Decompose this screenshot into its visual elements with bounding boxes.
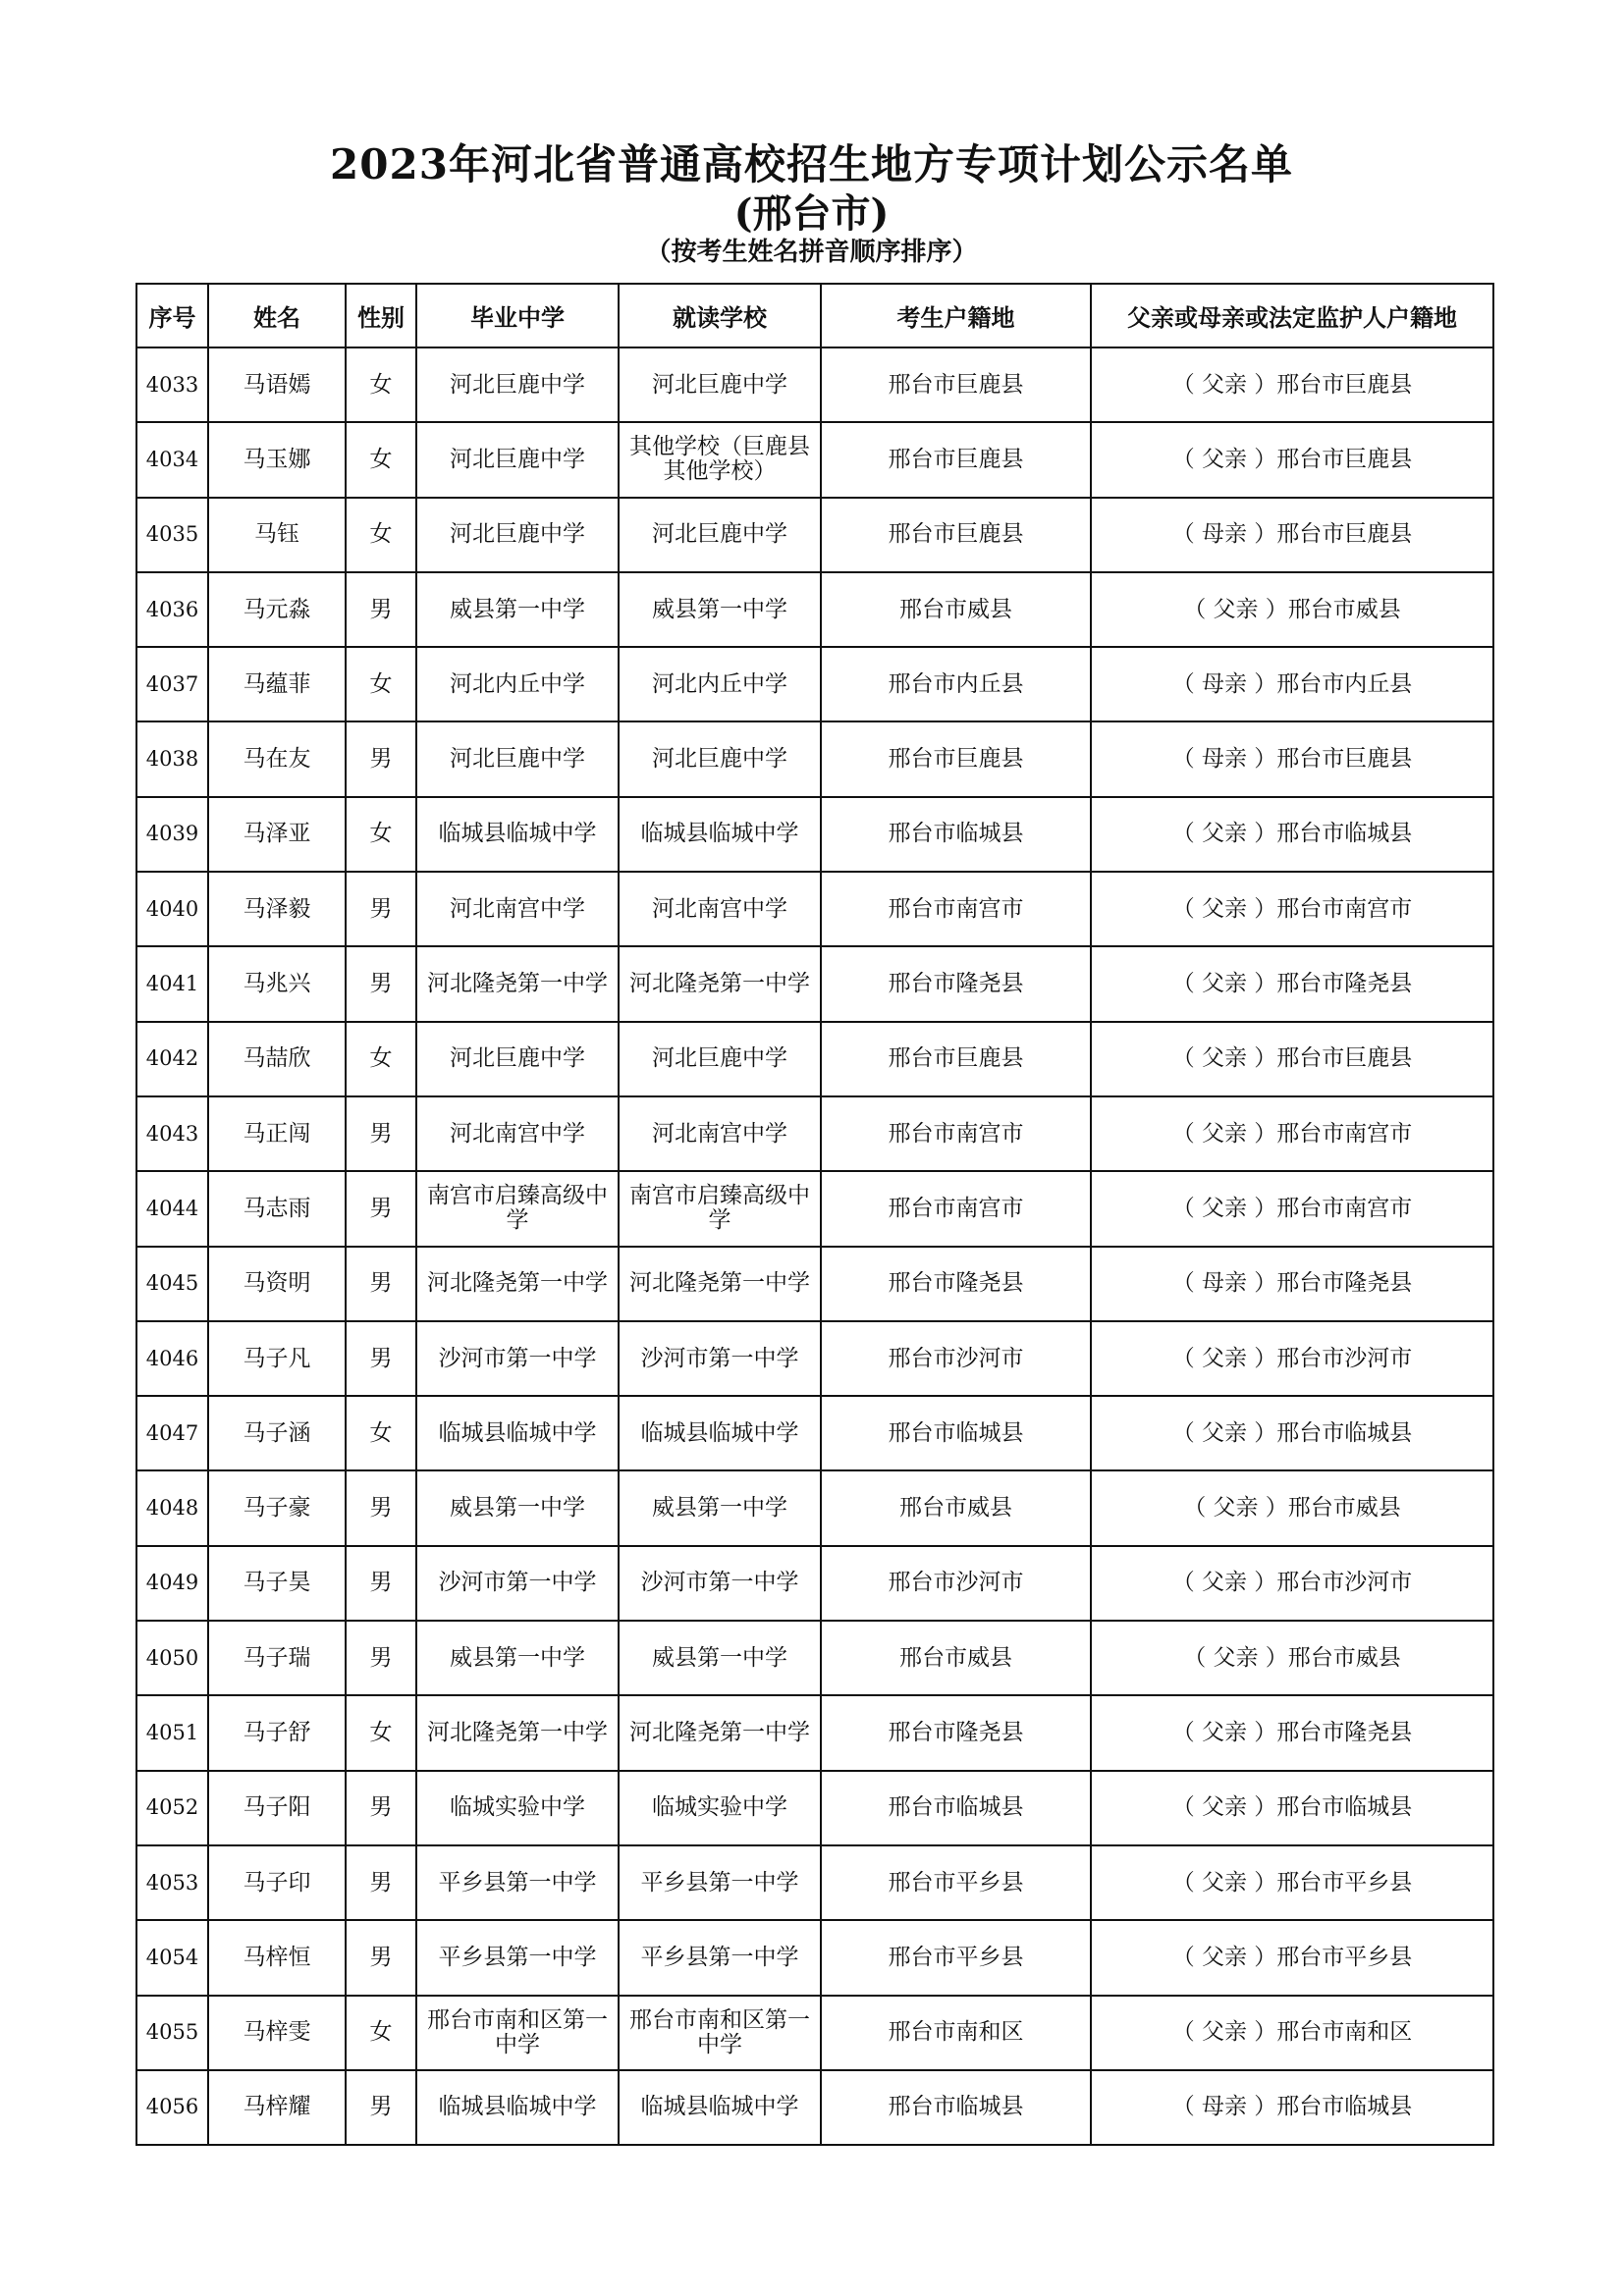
cell-gender: 男	[346, 721, 416, 796]
cell-grad-school: 河北巨鹿中学	[416, 498, 619, 572]
cell-name: 马泽亚	[208, 797, 346, 872]
cell-parent-registration: （ 父亲 ）邢台市临城县	[1091, 1771, 1493, 1845]
table-row	[136, 2070, 1493, 2145]
cell-gender: 女	[346, 347, 416, 422]
cell-registration: 邢台市巨鹿县	[821, 498, 1091, 572]
cell-current-school: 威县第一中学	[619, 1621, 821, 1695]
cell-grad-school: 河北内丘中学	[416, 647, 619, 721]
cell-registration: 邢台市隆尧县	[821, 1247, 1091, 1321]
header-grad-school: 毕业中学	[416, 284, 619, 347]
cell-name: 马在友	[208, 721, 346, 796]
cell-seq: 4047	[136, 1396, 208, 1470]
cell-grad-school: 沙河市第一中学	[416, 1546, 619, 1621]
cell-grad-school: 南宫市启臻高级中学	[416, 1171, 619, 1246]
cell-parent-registration: （ 父亲 ）邢台市平乡县	[1091, 1845, 1493, 1920]
cell-registration: 邢台市平乡县	[821, 1920, 1091, 1995]
table-row	[136, 1771, 1493, 1845]
cell-name: 马元淼	[208, 572, 346, 647]
cell-current-school: 威县第一中学	[619, 572, 821, 647]
cell-seq: 4053	[136, 1845, 208, 1920]
cell-grad-school: 河北巨鹿中学	[416, 721, 619, 796]
cell-seq: 4048	[136, 1470, 208, 1545]
cell-parent-registration: （ 父亲 ）邢台市沙河市	[1091, 1546, 1493, 1621]
cell-grad-school: 临城县临城中学	[416, 1396, 619, 1470]
cell-parent-registration: （ 父亲 ）邢台市平乡县	[1091, 1920, 1493, 1995]
cell-gender: 女	[346, 647, 416, 721]
table-row	[136, 572, 1493, 647]
cell-current-school: 河北南宫中学	[619, 872, 821, 946]
cell-gender: 女	[346, 422, 416, 497]
cell-gender: 女	[346, 1022, 416, 1096]
cell-current-school: 沙河市第一中学	[619, 1546, 821, 1621]
cell-grad-school: 威县第一中学	[416, 572, 619, 647]
cell-parent-registration: （ 母亲 ）邢台市临城县	[1091, 2070, 1493, 2145]
cell-current-school: 南宫市启臻高级中学	[619, 1171, 821, 1246]
page-title: 2023年河北省普通高校招生地方专项计划公示名单	[330, 140, 1293, 188]
cell-name: 马正闯	[208, 1096, 346, 1171]
cell-gender: 女	[346, 1396, 416, 1470]
cell-name: 马语嫣	[208, 347, 346, 422]
cell-grad-school: 邢台市南和区第一中学	[416, 1996, 619, 2070]
cell-registration: 邢台市南和区	[821, 1996, 1091, 2070]
cell-registration: 邢台市沙河市	[821, 1321, 1091, 1396]
cell-gender: 男	[346, 1621, 416, 1695]
cell-name: 马玉娜	[208, 422, 346, 497]
cell-registration: 邢台市临城县	[821, 797, 1091, 872]
table-row	[136, 1096, 1493, 1171]
header-seq: 序号	[136, 284, 208, 347]
table-row	[136, 347, 1493, 422]
cell-grad-school: 河北巨鹿中学	[416, 347, 619, 422]
cell-current-school: 沙河市第一中学	[619, 1321, 821, 1396]
cell-gender: 女	[346, 1695, 416, 1770]
cell-name: 马梓雯	[208, 1996, 346, 2070]
table-row	[136, 1546, 1493, 1621]
cell-parent-registration: （ 父亲 ）邢台市沙河市	[1091, 1321, 1493, 1396]
cell-current-school: 河北隆尧第一中学	[619, 946, 821, 1021]
cell-gender: 男	[346, 1771, 416, 1845]
cell-current-school: 河北隆尧第一中学	[619, 1247, 821, 1321]
cell-grad-school: 威县第一中学	[416, 1621, 619, 1695]
cell-registration: 邢台市临城县	[821, 1771, 1091, 1845]
cell-current-school: 邢台市南和区第一中学	[619, 1996, 821, 2070]
cell-current-school: 威县第一中学	[619, 1470, 821, 1545]
admission-list-table	[135, 283, 1494, 2146]
cell-seq: 4051	[136, 1695, 208, 1770]
cell-current-school: 其他学校（巨鹿县其他学校）	[619, 422, 821, 497]
cell-grad-school: 沙河市第一中学	[416, 1321, 619, 1396]
cell-grad-school: 河北隆尧第一中学	[416, 946, 619, 1021]
cell-current-school: 临城县临城中学	[619, 1396, 821, 1470]
cell-registration: 邢台市威县	[821, 572, 1091, 647]
sort-note: （按考生姓名拼音顺序排序）	[645, 238, 978, 267]
cell-parent-registration: （ 父亲 ）邢台市巨鹿县	[1091, 422, 1493, 497]
cell-parent-registration: （ 父亲 ）邢台市南和区	[1091, 1996, 1493, 2070]
cell-name: 马资明	[208, 1247, 346, 1321]
table-row	[136, 1321, 1493, 1396]
cell-grad-school: 河北南宫中学	[416, 1096, 619, 1171]
cell-seq: 4034	[136, 422, 208, 497]
cell-current-school: 河北巨鹿中学	[619, 1022, 821, 1096]
cell-registration: 邢台市内丘县	[821, 647, 1091, 721]
cell-seq: 4052	[136, 1771, 208, 1845]
cell-gender: 男	[346, 872, 416, 946]
cell-grad-school: 河北巨鹿中学	[416, 422, 619, 497]
cell-seq: 4046	[136, 1321, 208, 1396]
cell-name: 马兆兴	[208, 946, 346, 1021]
cell-registration: 邢台市巨鹿县	[821, 347, 1091, 422]
cell-grad-school: 河北南宫中学	[416, 872, 619, 946]
cell-parent-registration: （ 父亲 ）邢台市临城县	[1091, 797, 1493, 872]
table-row	[136, 872, 1493, 946]
cell-seq: 4045	[136, 1247, 208, 1321]
cell-parent-registration: （ 父亲 ）邢台市威县	[1091, 572, 1493, 647]
cell-grad-school: 平乡县第一中学	[416, 1845, 619, 1920]
cell-name: 马梓恒	[208, 1920, 346, 1995]
cell-name: 马子昊	[208, 1546, 346, 1621]
cell-seq: 4033	[136, 347, 208, 422]
cell-seq: 4038	[136, 721, 208, 796]
cell-seq: 4036	[136, 572, 208, 647]
table-row	[136, 1920, 1493, 1995]
cell-gender: 女	[346, 797, 416, 872]
cell-gender: 女	[346, 1996, 416, 2070]
cell-registration: 邢台市隆尧县	[821, 1695, 1091, 1770]
cell-gender: 男	[346, 1845, 416, 1920]
cell-gender: 男	[346, 1171, 416, 1246]
cell-name: 马子涵	[208, 1396, 346, 1470]
cell-grad-school: 平乡县第一中学	[416, 1920, 619, 1995]
cell-name: 马子凡	[208, 1321, 346, 1396]
cell-registration: 邢台市巨鹿县	[821, 721, 1091, 796]
table-row	[136, 1022, 1493, 1096]
cell-registration: 邢台市临城县	[821, 2070, 1091, 2145]
cell-current-school: 平乡县第一中学	[619, 1845, 821, 1920]
cell-registration: 邢台市隆尧县	[821, 946, 1091, 1021]
cell-registration: 邢台市威县	[821, 1470, 1091, 1545]
cell-seq: 4044	[136, 1171, 208, 1246]
table-row	[136, 1845, 1493, 1920]
cell-grad-school: 临城县临城中学	[416, 2070, 619, 2145]
cell-registration: 邢台市沙河市	[821, 1546, 1091, 1621]
cell-current-school: 临城县临城中学	[619, 797, 821, 872]
cell-gender: 男	[346, 1470, 416, 1545]
cell-registration: 邢台市南宫市	[821, 1171, 1091, 1246]
cell-registration: 邢台市临城县	[821, 1396, 1091, 1470]
cell-name: 马子印	[208, 1845, 346, 1920]
cell-name: 马子阳	[208, 1771, 346, 1845]
cell-current-school: 河北巨鹿中学	[619, 347, 821, 422]
cell-parent-registration: （ 母亲 ）邢台市巨鹿县	[1091, 721, 1493, 796]
table-row	[136, 647, 1493, 721]
cell-registration: 邢台市巨鹿县	[821, 422, 1091, 497]
cell-parent-registration: （ 父亲 ）邢台市巨鹿县	[1091, 347, 1493, 422]
cell-parent-registration: （ 父亲 ）邢台市南宫市	[1091, 872, 1493, 946]
header-name: 姓名	[208, 284, 346, 347]
cell-gender: 女	[346, 498, 416, 572]
cell-grad-school: 临城实验中学	[416, 1771, 619, 1845]
header-parent-registration: 父亲或母亲或法定监护人户籍地	[1091, 284, 1493, 347]
cell-seq: 4049	[136, 1546, 208, 1621]
cell-parent-registration: （ 母亲 ）邢台市巨鹿县	[1091, 498, 1493, 572]
cell-parent-registration: （ 父亲 ）邢台市威县	[1091, 1470, 1493, 1545]
cell-current-school: 河北内丘中学	[619, 647, 821, 721]
cell-name: 马喆欣	[208, 1022, 346, 1096]
cell-current-school: 临城实验中学	[619, 1771, 821, 1845]
table-row	[136, 797, 1493, 872]
table-row	[136, 1247, 1493, 1321]
cell-current-school: 河北巨鹿中学	[619, 721, 821, 796]
cell-registration: 邢台市南宫市	[821, 1096, 1091, 1171]
cell-parent-registration: （ 母亲 ）邢台市内丘县	[1091, 647, 1493, 721]
cell-gender: 男	[346, 572, 416, 647]
cell-parent-registration: （ 父亲 ）邢台市南宫市	[1091, 1171, 1493, 1246]
cell-parent-registration: （ 父亲 ）邢台市隆尧县	[1091, 946, 1493, 1021]
table-row	[136, 1470, 1493, 1545]
cell-name: 马子瑞	[208, 1621, 346, 1695]
cell-grad-school: 威县第一中学	[416, 1470, 619, 1545]
cell-registration: 邢台市南宫市	[821, 872, 1091, 946]
cell-seq: 4054	[136, 1920, 208, 1995]
cell-name: 马子豪	[208, 1470, 346, 1545]
table-header-row	[136, 284, 1493, 347]
cell-gender: 男	[346, 1096, 416, 1171]
table-row	[136, 1996, 1493, 2070]
cell-grad-school: 河北隆尧第一中学	[416, 1247, 619, 1321]
cell-parent-registration: （ 父亲 ）邢台市临城县	[1091, 1396, 1493, 1470]
header-gender: 性别	[346, 284, 416, 347]
cell-seq: 4043	[136, 1096, 208, 1171]
cell-gender: 男	[346, 1321, 416, 1396]
table-row	[136, 946, 1493, 1021]
header-registration: 考生户籍地	[821, 284, 1091, 347]
cell-parent-registration: （ 父亲 ）邢台市南宫市	[1091, 1096, 1493, 1171]
cell-seq: 4056	[136, 2070, 208, 2145]
cell-seq: 4041	[136, 946, 208, 1021]
cell-seq: 4040	[136, 872, 208, 946]
cell-registration: 邢台市威县	[821, 1621, 1091, 1695]
cell-current-school: 河北巨鹿中学	[619, 498, 821, 572]
cell-grad-school: 临城县临城中学	[416, 797, 619, 872]
cell-seq: 4042	[136, 1022, 208, 1096]
cell-parent-registration: （ 父亲 ）邢台市巨鹿县	[1091, 1022, 1493, 1096]
cell-name: 马梓耀	[208, 2070, 346, 2145]
cell-parent-registration: （ 母亲 ）邢台市隆尧县	[1091, 1247, 1493, 1321]
cell-grad-school: 河北巨鹿中学	[416, 1022, 619, 1096]
cell-registration: 邢台市平乡县	[821, 1845, 1091, 1920]
cell-seq: 4035	[136, 498, 208, 572]
table-row	[136, 498, 1493, 572]
cell-registration: 邢台市巨鹿县	[821, 1022, 1091, 1096]
table-row	[136, 1396, 1493, 1470]
cell-current-school: 平乡县第一中学	[619, 1920, 821, 1995]
page-subtitle: (邢台市)	[733, 190, 890, 237]
header-current-school: 就读学校	[619, 284, 821, 347]
cell-gender: 男	[346, 1920, 416, 1995]
cell-parent-registration: （ 父亲 ）邢台市威县	[1091, 1621, 1493, 1695]
cell-name: 马子舒	[208, 1695, 346, 1770]
cell-seq: 4037	[136, 647, 208, 721]
cell-name: 马蕴菲	[208, 647, 346, 721]
table-row	[136, 1621, 1493, 1695]
cell-seq: 4055	[136, 1996, 208, 2070]
cell-name: 马志雨	[208, 1171, 346, 1246]
cell-name: 马泽毅	[208, 872, 346, 946]
cell-parent-registration: （ 父亲 ）邢台市隆尧县	[1091, 1695, 1493, 1770]
table-row	[136, 1171, 1493, 1246]
cell-gender: 男	[346, 2070, 416, 2145]
cell-seq: 4039	[136, 797, 208, 872]
cell-current-school: 河北南宫中学	[619, 1096, 821, 1171]
table-row	[136, 422, 1493, 497]
cell-name: 马钰	[208, 498, 346, 572]
cell-current-school: 临城县临城中学	[619, 2070, 821, 2145]
table-row	[136, 1695, 1493, 1770]
cell-gender: 男	[346, 946, 416, 1021]
table-row	[136, 721, 1493, 796]
cell-current-school: 河北隆尧第一中学	[619, 1695, 821, 1770]
cell-gender: 男	[346, 1546, 416, 1621]
cell-grad-school: 河北隆尧第一中学	[416, 1695, 619, 1770]
cell-gender: 男	[346, 1247, 416, 1321]
cell-seq: 4050	[136, 1621, 208, 1695]
